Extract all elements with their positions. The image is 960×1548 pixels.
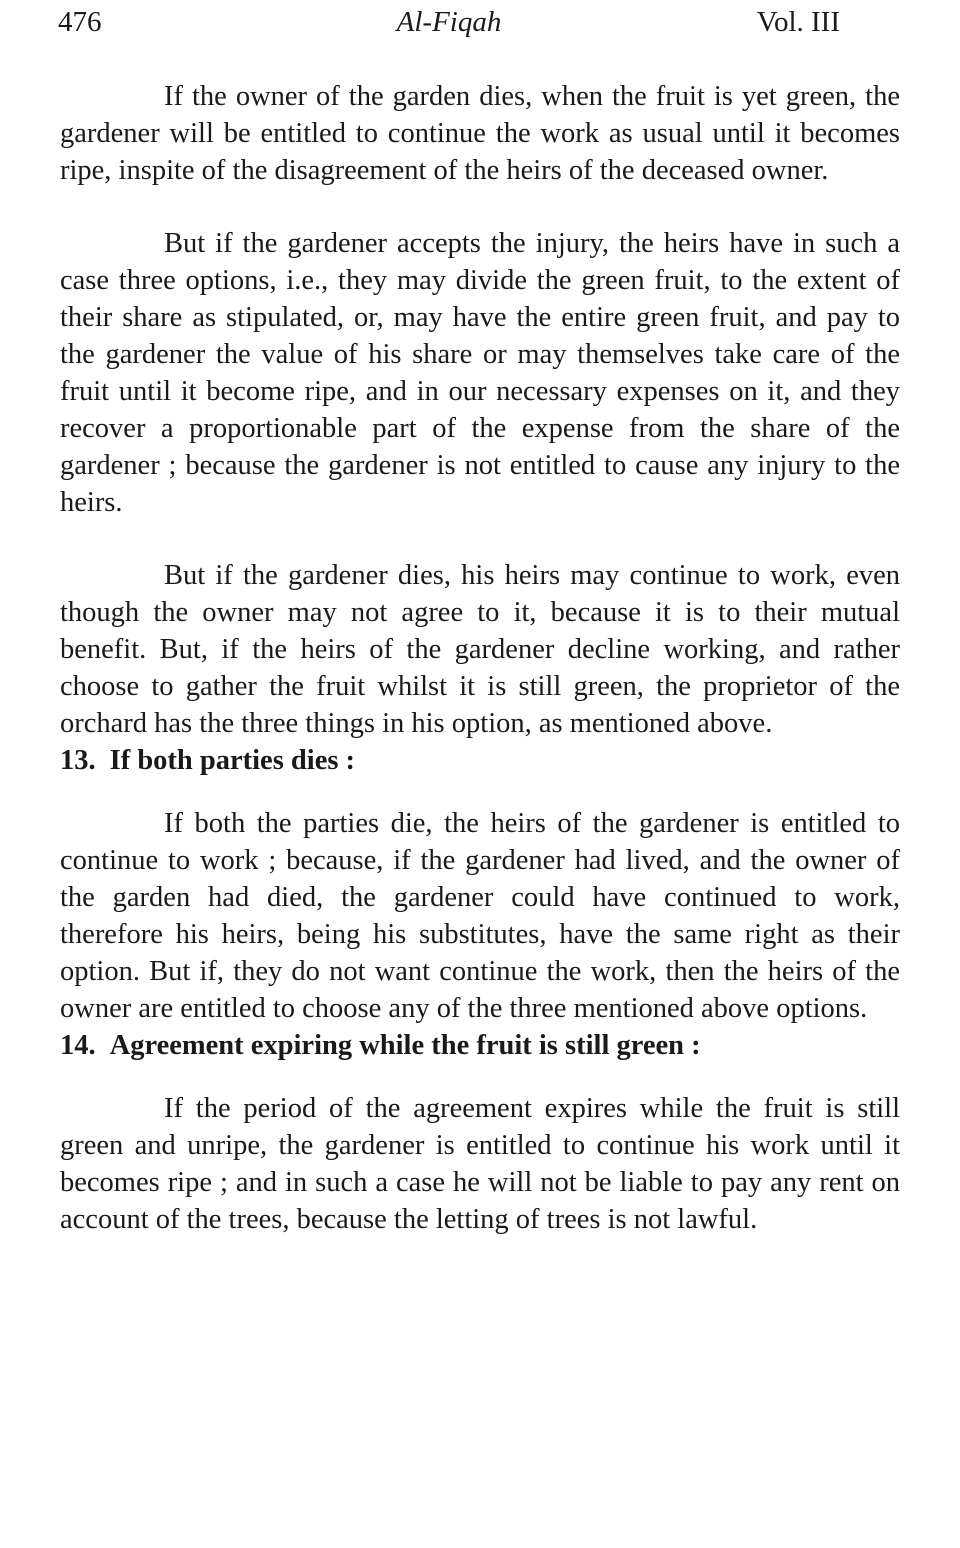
- page-number: 476: [58, 6, 102, 38]
- paragraph-gardener-dies: But if the gardener dies, his heirs may continue to work, even though the owner may not agree to it, because it is to their mutual benefit. But, if the heirs of the gardener decline working, and rather choose to gather the fruit whilst it is still green, the proprietor of the orchard has the three things in his option, as mentioned above.: [60, 560, 900, 739]
- body-text: [60, 78, 900, 1238]
- section-heading-13: [60, 742, 900, 779]
- section-number: 13.: [60, 745, 96, 776]
- page-header: [58, 2, 840, 42]
- paragraph-heirs-options: But if the gardener accepts the injury, the heirs have in such a case three options, i.e., they may divide the green fruit, to the extent of their share as stipulated, or, may have the entire green fruit, and pay to the gardener the value of his share or may themselves take care of the fruit until it become ripe, and in our necessary expenses on it, and they recover a proportionable part of the expense from the share of the gardener ; because the gardener is not entitled to cause any injury to the heirs.: [60, 228, 900, 518]
- section-title: Agreement expiring while the fruit is still green :: [109, 1030, 701, 1061]
- paragraph-owner-dies: If the owner of the garden dies, when the fruit is yet green, the gardener will be entitled to continue the work as usual until it becomes ripe, inspite of the disagreement of the heirs of the deceased owner.: [60, 81, 900, 186]
- section-heading-14: [60, 1027, 900, 1064]
- running-title: Al-Fiqah: [396, 6, 502, 38]
- paragraph-agreement-expires: If the period of the agreement expires while the fruit is still green and unripe, the gardener is entitled to continue his work until it becomes ripe ; and in such a case he will not be liable to pay any rent on account of the trees, because the letting of trees is not lawful.: [60, 1093, 900, 1235]
- section-number: 14.: [60, 1030, 96, 1061]
- paragraph-both-parties-die: If both the parties die, the heirs of the gardener is entitled to continue to work ; because, if the gardener had lived, and the owner of the garden had died, the gardener could have continued to work, therefore his heirs, being his substitutes, have the same right as their option. But if, they do not want continue the work, then the heirs of the owner are entitled to choose any of the three mentioned above options.: [60, 808, 900, 1024]
- section-title: If both parties dies :: [109, 745, 356, 776]
- volume-label: Vol. III: [756, 6, 840, 38]
